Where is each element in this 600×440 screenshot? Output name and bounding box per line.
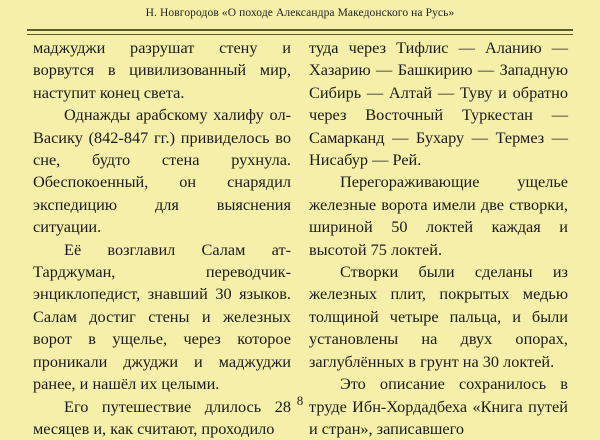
paragraph-continuation: туда через Тифлис — Аланию — Хазарию — Башкирию — Западную Сибирь — Алтай — Туву и обратно через Восточный Туркестан — Самарканд — Бухару — Термез — Нисабур — Рей. xyxy=(309,37,568,171)
left-text-column xyxy=(33,37,291,440)
paragraph: Перегораживающие ущелье железные ворота имели две створки, шириной 50 локтей каждая и высотой 75 локтей. xyxy=(309,171,568,261)
paragraph: Это описание сохранилось в труде Ибн-Хордадбеха «Книга путей и стран», записавшего xyxy=(309,373,568,440)
running-header: Н. Новгородов «О походе Александра Македонского на Русь» xyxy=(0,7,600,19)
page-number: 8 xyxy=(0,393,600,409)
header-rule-thin xyxy=(27,34,573,35)
paragraph: Однажды арабскому халифу ол-Васику (842-847 гг.) привиделось во сне, будто стена рухнула. Обеспокоенный, он снарядил экспедицию для выяснения ситуации. xyxy=(33,104,291,238)
right-text-column xyxy=(309,37,568,440)
paragraph: Створки были сделаны из железных плит, покрытых медью толщиной четыре пальца, и были установлены на двух опорах, заглублённых в грунт на 30 локтей. xyxy=(309,261,568,373)
paragraph: Его путешествие длилось 28 месяцев и, как считают, проходило xyxy=(33,396,291,440)
paragraph-continuation: маджуджи разрушат стену и ворвутся в цивилизованный мир, наступит конец света. xyxy=(33,37,291,104)
header-rule-thick xyxy=(27,29,573,31)
paragraph: Её возглавил Салам ат-Тарджуман, переводчик-энциклопедист, знавший 30 языков. Салам достиг стены и железных ворот в ущелье, через которое проникали джуджи и маджуджи ранее, и нашёл их целыми. xyxy=(33,239,291,396)
